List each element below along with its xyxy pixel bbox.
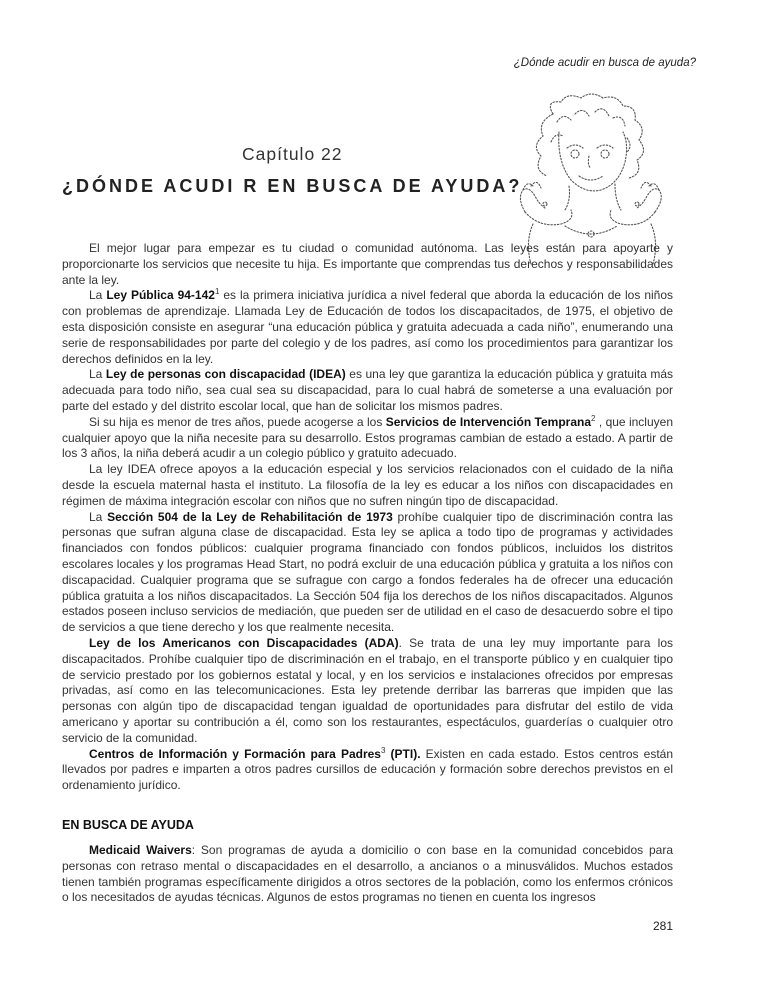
- body-text: [62, 241, 673, 794]
- legal-term: (PTI).: [385, 746, 421, 761]
- body-text-2: [62, 843, 673, 906]
- chapter-title: ¿DÓNDE ACUDI R EN BUSCA DE AYUDA?: [62, 176, 523, 196]
- legal-term: Servicios de Intervención Temprana: [385, 414, 592, 429]
- paragraph: La ley IDEA ofrece apoyos a la educación especial y los servicios relacionados con el cuidado de la niña desde la escuela maternal hasta el instituto. La filosofía de la ley es educar a los niños con discapacidades en régimen de máxima integración escolar con niños que no sufren ningún tipo de discapacidad.: [62, 462, 673, 508]
- footnote-ref: 2: [591, 413, 596, 423]
- paragraph: Centros de Información y Formación para Padres$^3$ (PTI). Existen en cada estado. Estos centros están llevados por padres e imparten a otros padres cursillos de educación y formación sobre derechos previstos en el ordenamiento jurídico.: [62, 745, 674, 793]
- footnote-ref: 1: [214, 287, 220, 297]
- legal-term: Ley de los Americanos con Discapacidades (ADA): [89, 635, 399, 650]
- paragraph: La Sección 504 de la Ley de Rehabilitación de 1973 prohíbe cualquier tipo de discriminación contra las personas que sufran alguna clase de discapacidad. Esta ley se aplica a todo tipo de programas y actividades financiados con fondos públicos: cualquier programa financiado con fondos públicos, incluidos los distritos escolares locales y los programas Head Start, no podrá excluir de una educación pública y gratuita a los niños con discapacidad. Cualquier programa que se sufrague con cargo a fondos federales ha de ofrecer una educación pública gratuita a los niños discapacitados. La Sección 504 fija los derechos de los niños discapacitados. Algunos estados poseen incluso servicios de mediación, que pueden ser de utilidad en el caso de desacuerdo sobre el tipo de servicios a que tiene derecho y los que realmente necesita.: [62, 509, 673, 635]
- paragraph: Medicaid Waivers: Son programas de ayuda a domicilio o con base en la comunidad concebidos para personas con retraso mental o discapacidades en el desarrollo, a ancianos o a minusválidos. Muchos estados tienen también programas específicamente dirigidos a otros sectores de la población, como los enfermos crónicos o los necesitados de ayudas técnicas. Algunos de estos programas no tienen en cuenta los ingresos: [62, 843, 674, 905]
- paragraph: El mejor lugar para empezar es tu ciudad o comunidad autónoma. Las leyes están para apoyarte y proporcionarte los servicios que necesite tu hija. Es importante que comprendas tus derechos y responsabilidades ante la ley.: [62, 241, 673, 287]
- paragraph: La Ley de personas con discapacidad (IDEA) es una ley que garantiza la educación pública y gratuita más adecuada para todo niño, sea cual sea su discapacidad, para lo cual habrá de someterse a una evaluación por parte del estado y del distrito escolar local, que han de solicitar los mismos padres.: [62, 367, 673, 413]
- chapter-label: Capítulo 22: [242, 144, 343, 164]
- footnote-ref: 3: [380, 745, 386, 755]
- paragraph: La Ley Pública $94-142^1$ es la primera iniciativa jurídica a nivel federal que aborda la educación de los niños con problemas de aprendizaje. Llamada Ley de Educación de todos los discapacitados, de 1975, el objetivo de esta disposición consiste en asegurar “una educación pública y gratuita adecuada a cada niño”, enumerando una serie de responsabilidades por parte del colegio y de los padres, así como los procedimientos para garantizar los derechos definidos en la ley.: [62, 287, 673, 366]
- legal-term: Ley de personas con discapacidad (IDEA): [105, 367, 346, 382]
- running-head: ¿Dónde acudir en busca de ayuda?: [513, 57, 696, 69]
- legal-term: Centros de Información y Formación para Padres: [89, 746, 381, 761]
- legal-term: Sección 504 de la Ley de Rehabilitación de 1973: [107, 509, 393, 524]
- legal-term: Medicaid Waivers: [89, 843, 192, 857]
- paragraph: Si su hija es menor de tres años, puede acogerse a los Servicios de Intervención Temprana$^2$ , que incluyen cualquier apoyo que la niña necesite para su desarrollo. Estos programas cambian de estado a estado. A partir de los 3 años, la niña deberá acudir a un colegio público y gratuito adecuado.: [62, 413, 673, 461]
- page-number: 281: [652, 919, 673, 933]
- section-heading: EN BUSCA DE AYUDA: [62, 818, 194, 832]
- paragraph: Ley de los Americanos con Discapacidades (ADA). Se trata de una ley muy importante para los discapacitados. Prohíbe cualquier tipo de discriminación en el trabajo, en el transporte público y en cualquier tipo de servicio prestado por los gobiernos estatal y local, y en los servicios e instalaciones ofrecidos por empresas privadas, así como en las telecomunicaciones. Esta ley pretende derribar las barreras que impiden que las personas con algún tipo de discapacidad tengan igualdad de oportunidades para disfrutar del estilo de vida americano y aportar su contribución a él, como son los restaurantes, espectáculos, guarderías o cualquier otro servicio de la comunidad.: [62, 635, 674, 745]
- legal-term: Ley Pública 94-142: [106, 288, 215, 303]
